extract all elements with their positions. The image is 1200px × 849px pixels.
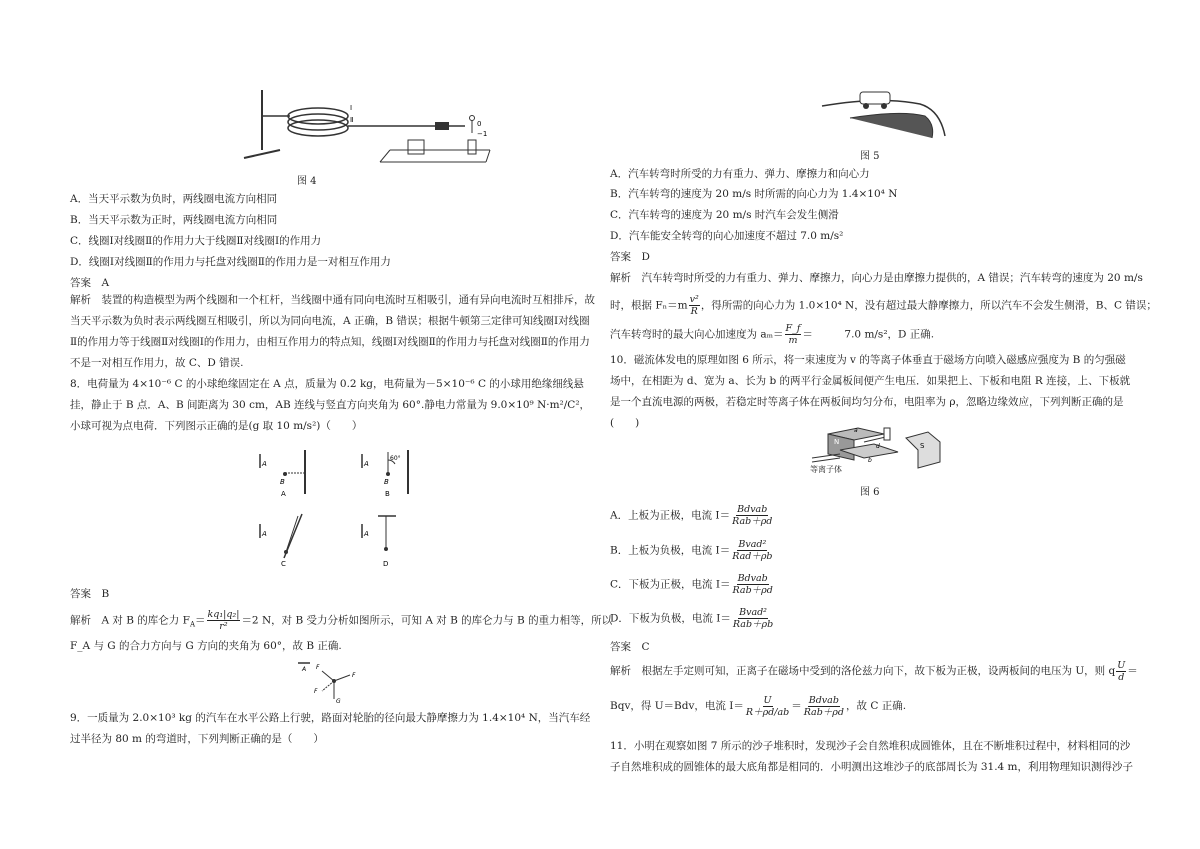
svg-text:S: S bbox=[920, 442, 925, 450]
q9-analysis-3b: ＝ 7.0 m/s²，D 正确. bbox=[802, 328, 935, 341]
svg-text:0: 0 bbox=[477, 120, 482, 128]
q8-analysis-text-c: ＝2 N，对 B 受力分析如图所示，可知 A 对 B 的库仑力与 B 的重力相等，所以 bbox=[241, 614, 613, 627]
q10-field-fraction bbox=[1116, 660, 1126, 683]
q10-option-b-numerator: Bvad² bbox=[738, 539, 767, 550]
q10-option-a-denominator: Rab＋ρd bbox=[732, 516, 773, 527]
q10-answer: 答案 C bbox=[610, 641, 650, 653]
q9-acceleration-fraction bbox=[785, 323, 802, 346]
q9-analysis-line-1: 解析 汽车转弯时所受的力有重力、弹力、摩擦力，向心力是由摩擦力提供的，A 错误；汽车转弯的速度为 20 m/s bbox=[610, 272, 1143, 284]
q9-analysis-2b: ，得所需的向心力为 1.0×10⁴ N，没有超过最大静摩擦力，所以汽车不会发生侧滑，B、C 错误； bbox=[700, 299, 1157, 312]
q8-answer: 答案 B bbox=[70, 588, 110, 600]
figure-6-plasma-label: 等离子体 bbox=[810, 465, 842, 474]
svg-text:Ⅱ: Ⅱ bbox=[350, 116, 354, 124]
q10-option-d-denominator: Rab＋ρb bbox=[732, 619, 774, 630]
q8-coulomb-fraction bbox=[207, 609, 241, 632]
q10-option-c bbox=[610, 573, 775, 596]
svg-text:F: F bbox=[314, 688, 318, 695]
q7-option-c: C．线圈Ⅰ对线圈Ⅱ的作用力大于线圈Ⅱ对线圈Ⅰ的作用力 bbox=[70, 235, 322, 247]
q8-stem: 8．电荷量为 4×10⁻⁶ C 的小球绝缘固定在 A 点，质量为 0.2 kg，电荷量为－5×10⁻⁶ C 的小球用绝缘细线悬挂，静止于 B 点．A、B 间距离为 30 cm，AB 连线与竖直方向夹角为 60°.静电力常量为 9.0×10⁹ N·m²/C²，小球可视为点电荷．下列图示正确的是(g 取 10 m/s²)（ ） bbox=[70, 378, 591, 432]
q9-analysis-3a: 汽车转弯时的最大向心加速度为 aₘ＝ bbox=[610, 328, 784, 341]
q8-label-d: D bbox=[383, 560, 389, 568]
q9-option-c: C．汽车转弯的速度为 20 m/s 时汽车会发生侧滑 bbox=[610, 209, 839, 221]
svg-text:B: B bbox=[384, 478, 389, 486]
svg-text:F: F bbox=[316, 664, 320, 671]
svg-text:A: A bbox=[364, 530, 369, 538]
q8-analysis-text-a: 解析 A 对 B 的库仑力 F bbox=[70, 614, 190, 627]
q8-label-c: C bbox=[281, 560, 286, 568]
q9-answer: 答案 D bbox=[610, 251, 650, 263]
svg-text:B: B bbox=[280, 478, 285, 486]
q9-stem: 9．一质量为 2.0×10³ kg 的汽车在水平公路上行驶，路面对轮胎的径向最大静摩擦力为 1.4×10⁴ N，当汽车经过半径为 80 m 的弯道时，下列判断正确的是（ ） bbox=[70, 712, 591, 745]
q7-option-a: A．当天平示数为负时，两线圈电流方向相同 bbox=[70, 193, 278, 205]
q10-option-a-numerator: Bdvab bbox=[737, 504, 768, 515]
q10-frac2-denominator: R＋ρd/ab bbox=[745, 706, 790, 718]
q8-analysis-text-b: ＝ bbox=[195, 614, 206, 627]
q9-frac1-denominator: R bbox=[690, 306, 698, 317]
q10-option-b bbox=[610, 539, 775, 562]
svg-text:−1: −1 bbox=[477, 130, 488, 138]
svg-text:N: N bbox=[834, 438, 840, 446]
q9-option-d: D．汽车能安全转弯的向心加速度不超过 7.0 m/s² bbox=[610, 230, 844, 242]
q9-frac2-denominator: m bbox=[788, 335, 798, 346]
q10-option-d-numerator: Bvad² bbox=[739, 607, 767, 618]
q10-option-c-fraction bbox=[732, 573, 774, 596]
q9-frac1-numerator: v² bbox=[689, 294, 699, 305]
q10-option-c-text: C．下板为正极，电流 I＝ bbox=[610, 578, 731, 591]
svg-text:A: A bbox=[262, 530, 267, 538]
q7-option-d: D．线圈Ⅰ对线圈Ⅱ的作用力与托盘对线圈Ⅱ的作用力是一对相互作用力 bbox=[70, 256, 391, 268]
q10-analysis-1a: 解析 根据左手定则可知，正离子在磁场中受到的洛伦兹力向下，故下板为正极，设两板间的电压为 U，则 q bbox=[610, 665, 1116, 677]
q10-option-c-denominator: Rab＋ρd bbox=[732, 585, 773, 596]
q10-option-d-fraction bbox=[732, 607, 774, 630]
q10-option-b-denominator: Rad＋ρb bbox=[732, 551, 773, 562]
figure-6-caption: 图 6 bbox=[860, 487, 880, 498]
q10-analysis-line-2 bbox=[610, 693, 906, 719]
svg-text:b: b bbox=[868, 457, 872, 464]
q9-option-b: B．汽车转弯的速度为 20 m/s 时所需的向心力为 1.4×10⁴ N bbox=[610, 188, 898, 200]
q10-current-fraction bbox=[745, 695, 790, 718]
q8-analysis-line-1 bbox=[70, 609, 612, 636]
q10-stem: 10．磁流体发电的原理如图 6 所示，将一束速度为 v 的等离子体垂直于磁场方向喷入磁感应强度为 B 的匀强磁场中，在相距为 d、宽为 a、长为 b 的两平行金属板间便产生电压．如果把上、下板和电阻 R 连接，上、下板就是一个直流电源的两极，若稳定时等离子体在两板间均匀分布，电阻率为 ρ，忽略边缘效应，下列判断正确的是( ) bbox=[610, 354, 1131, 429]
figure-4-balance-apparatus bbox=[240, 88, 500, 168]
q9-frac2-numerator: F_f bbox=[785, 323, 801, 334]
q10-result-fraction bbox=[803, 695, 845, 718]
q9-option-a: A．汽车转弯时所受的力有重力、弹力、摩擦力和向心力 bbox=[610, 168, 870, 180]
q10-frac1-denominator: d bbox=[1118, 671, 1125, 683]
svg-text:a: a bbox=[854, 427, 858, 434]
q7-answer: 答案 A bbox=[70, 277, 110, 289]
figure-5-caption: 图 5 bbox=[860, 151, 880, 162]
q10-option-b-text: B．上板为负极，电流 I＝ bbox=[610, 544, 731, 557]
q10-frac3-denominator: Rab＋ρd bbox=[803, 706, 844, 718]
q7-analysis: 解析 装置的构造模型为两个线圈和一个杠杆，当线圈中通有同向电流时互相吸引，通有异向电流时互相排斥，故当天平示数为负时表示两线圈互相吸引，所以为同向电流，A 正确，B 错误；根据牛顿第三定律可知线圈Ⅰ对线圈Ⅱ的作用力等于线圈Ⅱ对线圈Ⅰ的作用力，由相互作用力的特点知，线圈Ⅰ对线圈Ⅱ的作用力与托盘对线圈Ⅱ的作用力不是一对相互作用力，故 C、D 错误. bbox=[70, 294, 595, 369]
figure-4-caption: 图 4 bbox=[297, 176, 317, 187]
q9-analysis-2a: 时，根据 Fₙ＝m bbox=[610, 299, 688, 312]
svg-text:d: d bbox=[876, 443, 880, 450]
q9-analysis-line-2 bbox=[610, 294, 1157, 317]
q8-label-b: B bbox=[385, 490, 390, 498]
q8-analysis-line-2: F_A 与 G 的合力方向与 G 方向的夹角为 60°，故 B 正确. bbox=[70, 640, 342, 652]
q10-option-a-text: A．上板为正极，电流 I＝ bbox=[610, 509, 731, 522]
q10-option-a-fraction bbox=[731, 504, 773, 527]
svg-text:G: G bbox=[336, 698, 341, 705]
q10-option-c-numerator: Bdvab bbox=[737, 573, 768, 584]
q10-analysis-line-1 bbox=[610, 658, 1138, 684]
q8-option-diagrams bbox=[240, 448, 440, 578]
figure-5-car-on-curve bbox=[820, 86, 950, 140]
q10-analysis-2a: Bqv，得 U＝Bdv，电流 I＝ bbox=[610, 700, 744, 712]
q10-frac3-numerator: Bdvab bbox=[808, 694, 839, 706]
q8-label-a: A bbox=[281, 490, 286, 498]
svg-text:A: A bbox=[364, 460, 369, 468]
q10-option-a bbox=[610, 504, 774, 527]
q8-fraction-denominator: r² bbox=[219, 621, 228, 632]
svg-text:Ⅰ: Ⅰ bbox=[350, 104, 353, 112]
q10-analysis-2c: ，故 C 正确. bbox=[845, 700, 907, 712]
q9-centripetal-fraction bbox=[689, 294, 700, 317]
svg-text:F: F bbox=[352, 672, 356, 679]
svg-text:A: A bbox=[302, 666, 307, 673]
q8-force-diagram bbox=[292, 659, 382, 705]
q10-option-b-fraction bbox=[731, 539, 773, 562]
q8-fraction-numerator: kq₁|q₂| bbox=[207, 609, 240, 620]
svg-text:A: A bbox=[262, 460, 267, 468]
q8-angle-label: 60° bbox=[390, 455, 401, 462]
q11-stem: 11．小明在观察如图 7 所示的沙子堆积时，发现沙子会自然堆积成圆锥体，且在不断堆积过程中，材料相同的沙子自然堆积成的圆锥体的最大底角都是相同的．小明测出这堆沙子的底部周长为 31.4 m，利用物理知识测得沙子 bbox=[610, 740, 1134, 773]
q10-frac2-numerator: U bbox=[763, 694, 772, 706]
q10-analysis-1b: ＝ bbox=[1127, 665, 1138, 677]
q7-option-b: B．当天平示数为正时，两线圈电流方向相同 bbox=[70, 214, 278, 226]
q8-analysis-sub: A bbox=[189, 620, 195, 629]
q10-analysis-2b: ＝ bbox=[791, 700, 802, 712]
q10-option-d-text: D．下板为负极，电流 I＝ bbox=[610, 612, 731, 625]
q10-option-d bbox=[610, 607, 775, 630]
q9-analysis-line-3 bbox=[610, 323, 934, 346]
q10-frac1-numerator: U bbox=[1117, 659, 1126, 671]
